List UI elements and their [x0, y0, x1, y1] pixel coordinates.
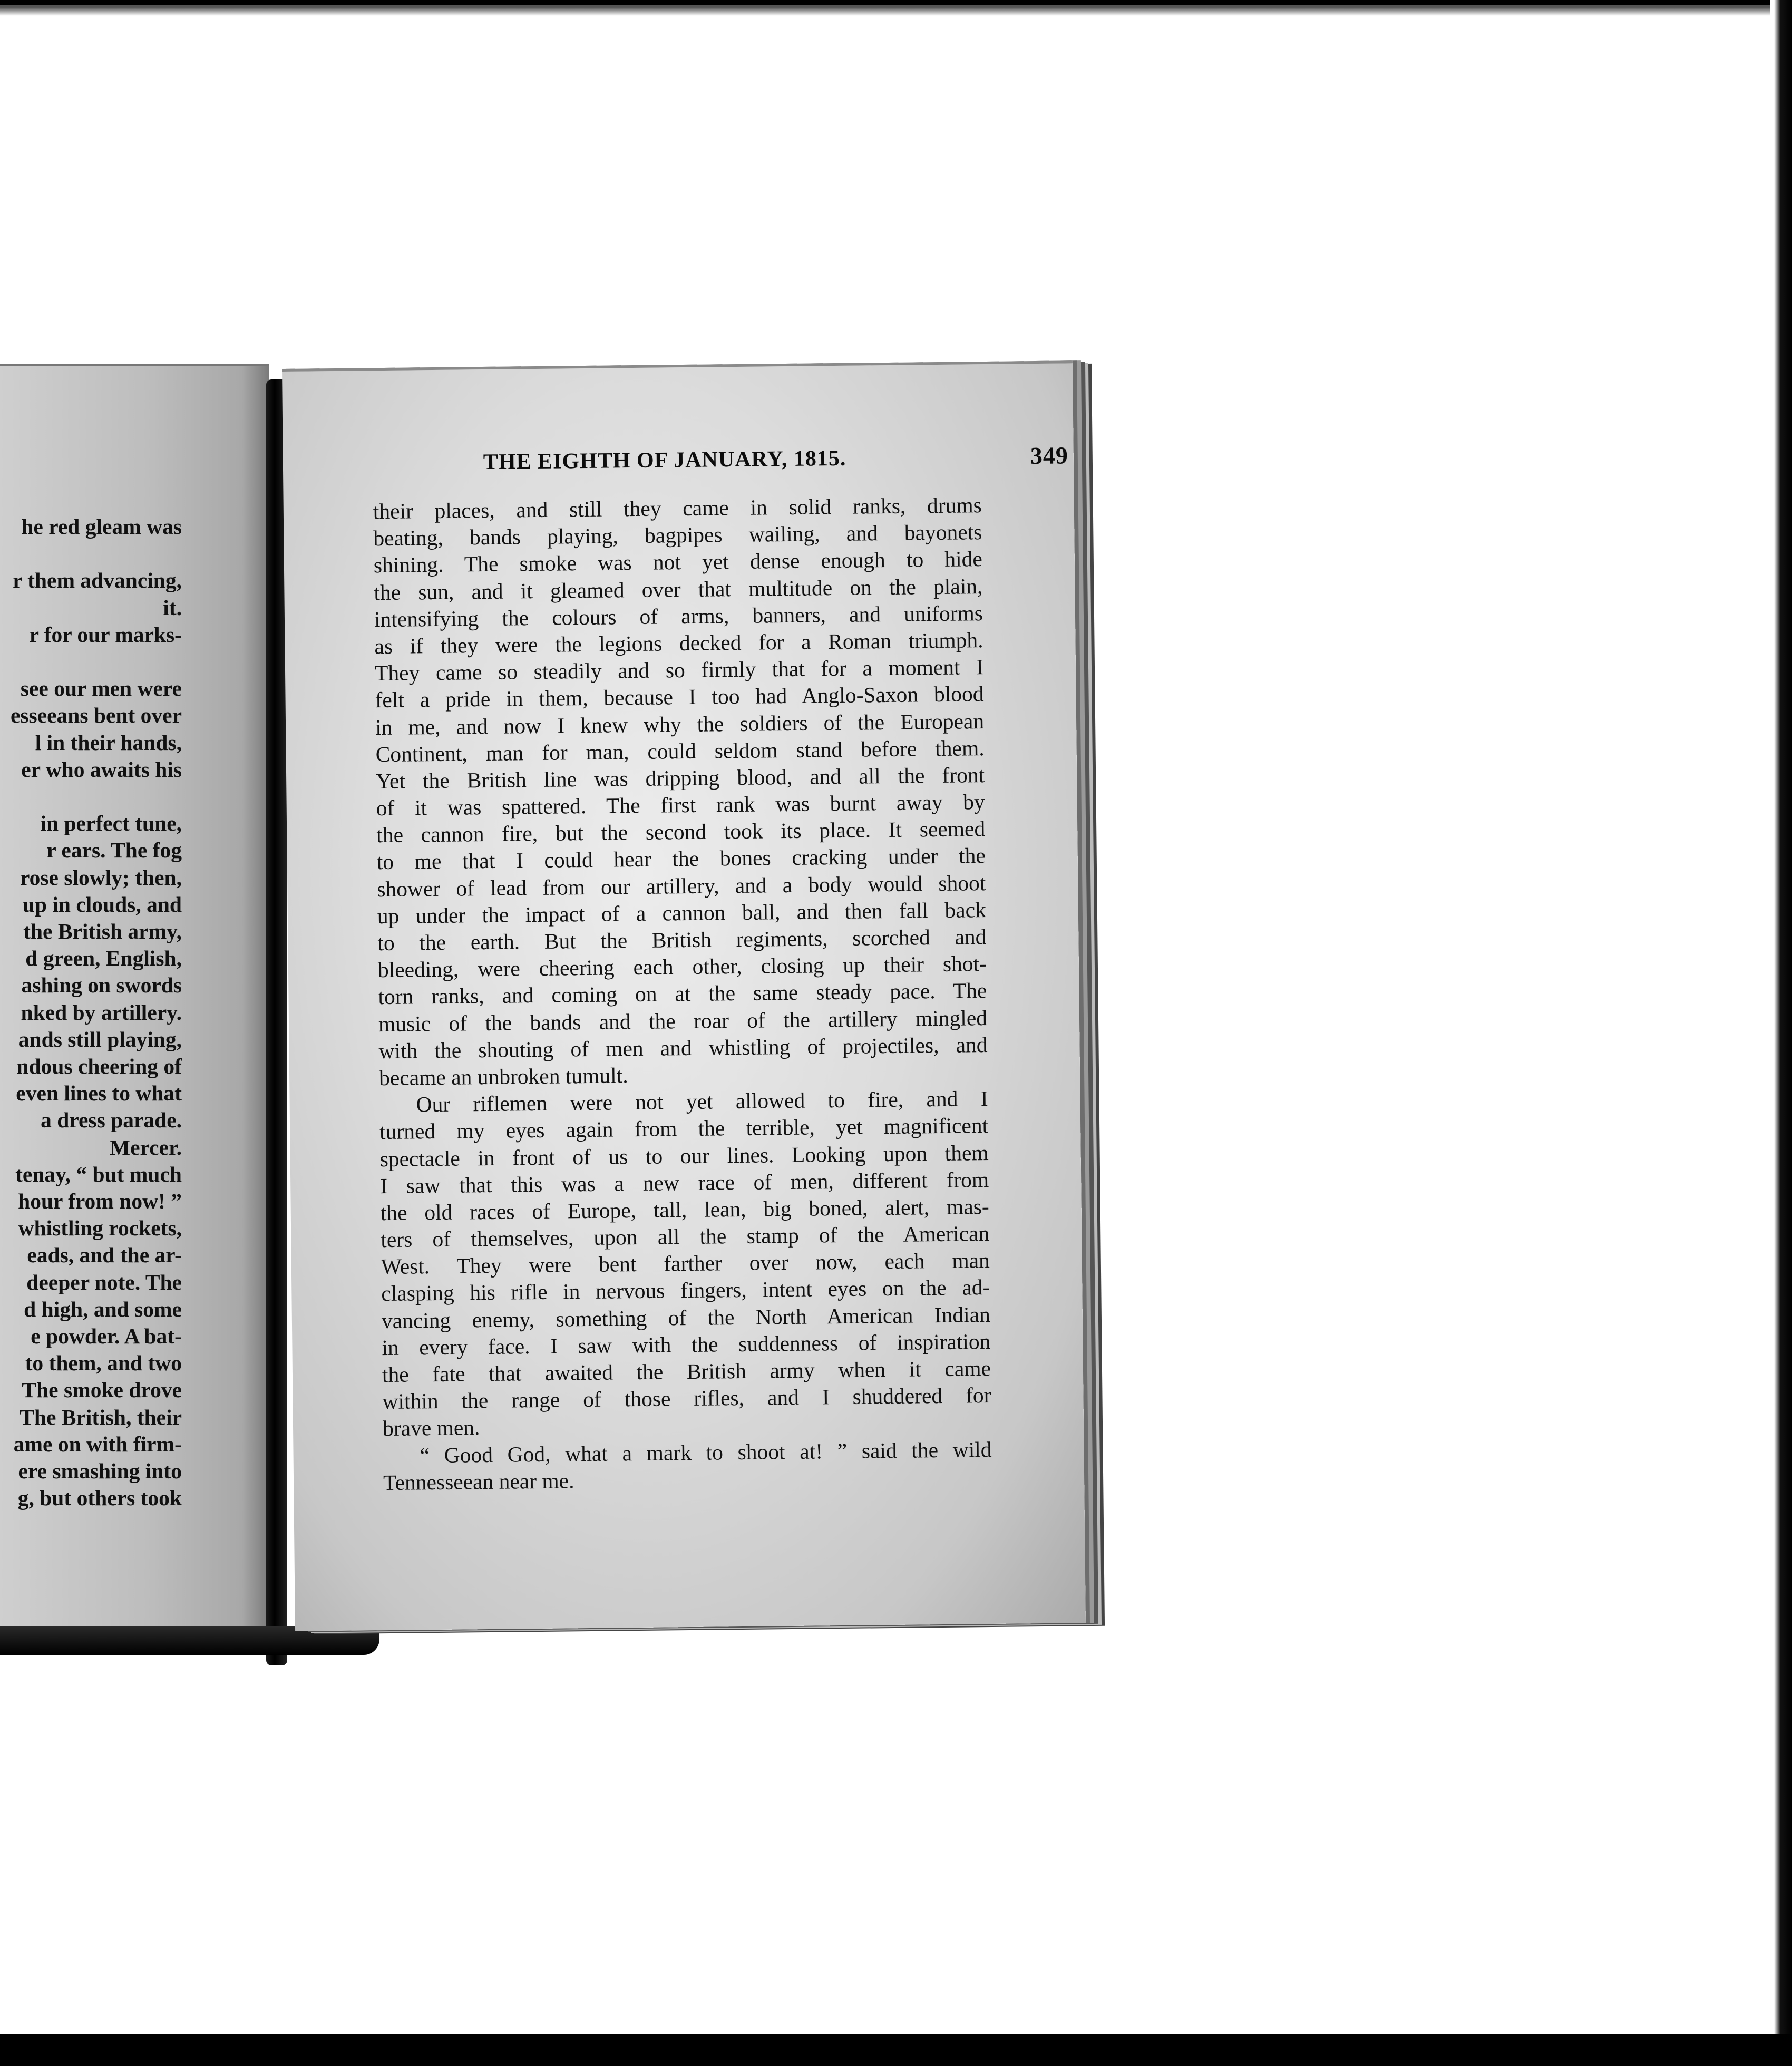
left-text-line: The smoke drove: [22, 1378, 182, 1402]
text-line: brave men.: [382, 1415, 480, 1441]
text-line: Tennesseean near me.: [383, 1468, 574, 1495]
text-line: shower of lead from our artillery, and a body would shoot: [377, 870, 986, 901]
left-text-line: r them advancing,: [13, 568, 182, 593]
left-text-line: ands still playing,: [18, 1027, 182, 1051]
text-line: music of the bands and the roar of the artillery mingled: [378, 1005, 988, 1036]
text-line: vancing enemy, something of the North American Indian: [381, 1302, 991, 1333]
text-line: bleeding, were cheering each other, closing up their shot-: [377, 951, 987, 982]
left-text-line: ame on with firm-: [13, 1431, 182, 1456]
left-text-line: eads, and the ar-: [27, 1243, 182, 1268]
left-text-line: see our men were: [20, 676, 182, 701]
text-line: They came so steadily and so firmly that for a moment I: [374, 655, 984, 686]
left-text-line: er who awaits his: [21, 757, 182, 782]
text-line: in every face. I saw with the suddenness of inspiration: [382, 1329, 991, 1360]
left-text-line: rose slowly; then,: [20, 865, 182, 890]
running-title: THE EIGHTH OF JANUARY, 1815.: [483, 446, 846, 475]
left-page: [0, 364, 269, 1646]
left-text-line: tenay, “ but much: [15, 1162, 182, 1186]
text-line: with the shouting of men and whistling of projectiles, and: [378, 1032, 988, 1063]
left-text-line: The British, their: [20, 1405, 182, 1429]
text-line: to me that I could hear the bones cracking under the: [376, 843, 986, 874]
scan-border-right: [1770, 0, 1792, 2066]
text-line: Yet the British line was dripping blood, and all the front: [375, 762, 985, 794]
text-line: I saw that this was a new race of men, different from: [379, 1167, 989, 1198]
page-number: 349: [1030, 442, 1069, 470]
text-line: West. They were bent farther over now, each man: [381, 1248, 990, 1279]
text-line: became an unbroken tumult.: [378, 1063, 628, 1090]
text-line: shining. The smoke was not yet dense enough to hide: [373, 547, 983, 578]
left-text-line: e powder. A bat-: [31, 1324, 182, 1348]
text-line: their places, and still they came in solid ranks, drums: [373, 493, 982, 524]
text-line: intensifying the colours of arms, banners, and uniforms: [374, 600, 983, 631]
text-line: of it was spattered. The first rank was burnt away by: [376, 790, 985, 821]
left-text-line: nked by artillery.: [21, 1000, 182, 1025]
text-line: the fate that awaited the British army when it came: [382, 1356, 991, 1387]
left-text-line: ashing on swords: [21, 973, 182, 998]
text-line: torn ranks, and coming on at the same steady pace. The: [378, 978, 987, 1009]
text-line: within the range of those rifles, and I shuddered for: [382, 1383, 991, 1414]
left-text-line: deeper note. The: [26, 1270, 182, 1294]
text-line: the old races of Europe, tall, lean, big boned, alert, mas-: [380, 1194, 989, 1225]
left-text-line: ere smashing into: [18, 1459, 182, 1483]
left-text-line: in perfect tune,: [40, 811, 182, 836]
text-line: ters of themselves, upon all the stamp of the American: [381, 1221, 990, 1252]
left-text-line: r for our marks-: [29, 622, 182, 647]
text-line: beating, bands playing, bagpipes wailing, and bayonets: [373, 520, 982, 551]
left-text-line: d green, English,: [25, 946, 182, 971]
left-text-line: even lines to what: [16, 1081, 182, 1106]
left-text-line: ndous cheering of: [16, 1054, 182, 1078]
left-text-line: a dress parade.: [41, 1108, 182, 1133]
text-line: the cannon fire, but the second took its place. It seemed: [376, 816, 986, 847]
left-text-line: g, but others took: [17, 1486, 182, 1510]
left-text-line: whistling rockets,: [18, 1216, 182, 1241]
left-text-line: r ears. The fog: [46, 838, 182, 863]
text-line: the sun, and it gleamed over that multitude on the plain,: [374, 573, 983, 605]
running-head: [483, 442, 1069, 475]
text-line: felt a pride in them, because I too had Anglo-Saxon blood: [375, 681, 984, 713]
text-line: Our riflemen were not yet allowed to fire, and I: [416, 1086, 988, 1117]
text-line: in me, and now I knew why the soldiers of the European: [375, 708, 985, 739]
text-line: turned my eyes again from the terrible, yet magnificent: [379, 1113, 989, 1144]
left-text-line: esseeans bent over: [10, 703, 182, 728]
text-line: as if they were the legions decked for a Roman triumph.: [374, 628, 983, 659]
text-line: up under the impact of a cannon ball, and then fall back: [377, 897, 987, 928]
left-text-line: hour from now! ”: [18, 1189, 182, 1213]
left-text-line: he red gleam was: [21, 514, 182, 539]
left-text-line: d high, and some: [24, 1297, 182, 1321]
left-text-line: it.: [163, 595, 182, 620]
body-text: [373, 492, 992, 1496]
text-line: to the earth. But the British regiments, scorched and: [377, 924, 987, 956]
text-line: “ Good God, what a mark to shoot at! ” said the wild: [420, 1437, 992, 1467]
left-text-line: to them, and two: [25, 1351, 182, 1376]
right-page: [282, 360, 1086, 1631]
text-line: clasping his rifle in nervous fingers, intent eyes on the ad-: [381, 1275, 990, 1306]
scan-border-bottom: [0, 2034, 1792, 2066]
text-line: Continent, man for man, could seldom stand before them.: [375, 735, 985, 766]
left-text-line: up in clouds, and: [22, 892, 182, 917]
left-text-line: the British army,: [23, 919, 182, 943]
left-text-line: Mercer.: [109, 1135, 182, 1159]
text-line: spectacle in front of us to our lines. Looking upon them: [379, 1140, 989, 1171]
left-text-line: l in their hands,: [35, 730, 182, 755]
